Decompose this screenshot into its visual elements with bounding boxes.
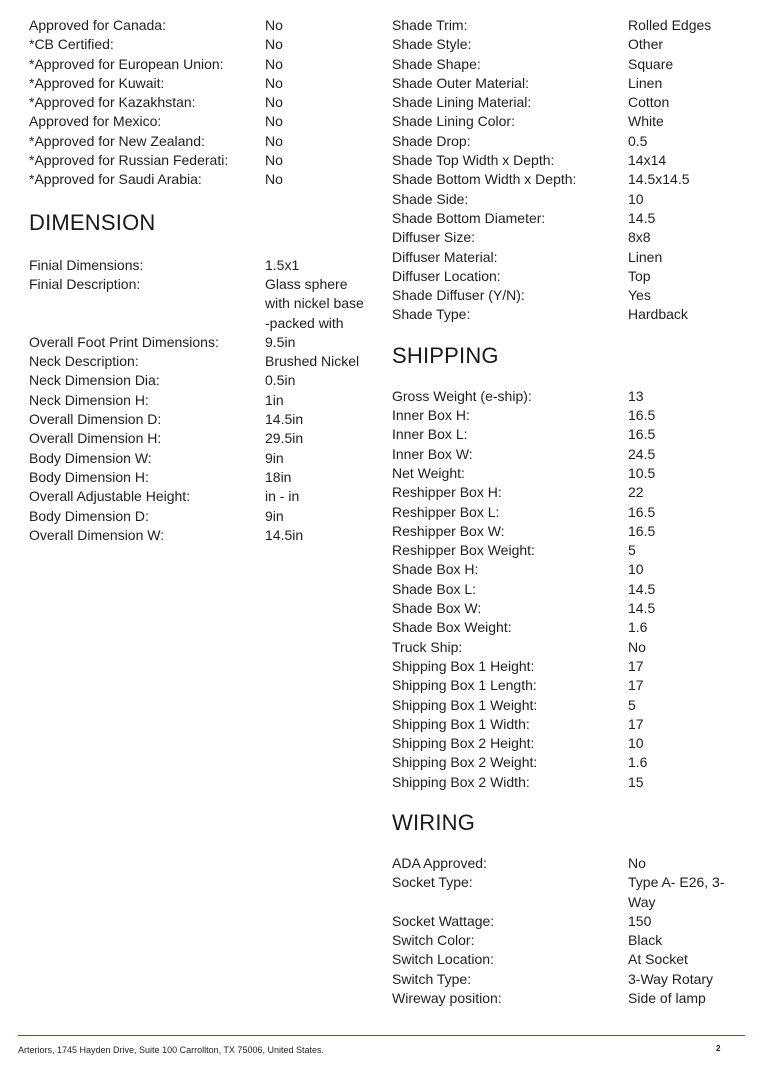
spec-label: Overall Foot Print Dimensions: bbox=[29, 333, 219, 350]
spec-value: 5 bbox=[628, 696, 636, 713]
spec-row bbox=[392, 387, 744, 406]
spec-value: At Socket bbox=[628, 951, 688, 968]
spec-label: Diffuser Size: bbox=[392, 229, 475, 246]
page-number: 2 bbox=[716, 1044, 721, 1053]
spec-row bbox=[29, 256, 369, 275]
spec-value: Hardback bbox=[628, 306, 688, 323]
spec-row bbox=[392, 132, 744, 151]
spec-row bbox=[29, 74, 369, 93]
spec-label: Reshipper Box H: bbox=[392, 484, 502, 501]
spec-row bbox=[29, 55, 369, 74]
right-column bbox=[392, 16, 744, 1008]
spec-label: Overall Dimension W: bbox=[29, 526, 165, 543]
spec-label: Overall Adjustable Height: bbox=[29, 488, 191, 505]
spec-label: Switch Color: bbox=[392, 932, 475, 949]
spec-value: No bbox=[265, 74, 283, 91]
spec-row bbox=[392, 676, 744, 695]
spec-value: Square bbox=[628, 55, 674, 72]
spec-label: Approved for Canada: bbox=[29, 17, 166, 33]
spec-value: 1.5x1 bbox=[265, 256, 300, 273]
spec-value: 17 bbox=[628, 677, 644, 694]
spec-value: 14.5 bbox=[628, 600, 656, 617]
spec-label: Inner Box H: bbox=[392, 407, 470, 424]
spec-value: No bbox=[265, 55, 283, 72]
spec-row bbox=[392, 74, 744, 93]
spec-row bbox=[392, 854, 744, 873]
spec-row bbox=[392, 464, 744, 483]
spec-value: No bbox=[265, 152, 283, 169]
spec-label: Shade Outer Material: bbox=[392, 74, 529, 91]
spec-label: *Approved for New Zealand: bbox=[29, 132, 205, 149]
spec-label: Shipping Box 2 Height: bbox=[392, 735, 535, 752]
spec-value: 18in bbox=[265, 468, 292, 485]
spec-value: 16.5 bbox=[628, 503, 656, 520]
spec-value: No bbox=[265, 113, 283, 130]
footer-address: Arteriors, 1745 Hayden Drive, Suite 100 Carrollton, TX 75006, United States. bbox=[18, 1045, 324, 1055]
spec-value: 17 bbox=[628, 715, 644, 732]
spec-row bbox=[392, 228, 744, 247]
spec-label: Reshipper Box W: bbox=[392, 522, 505, 539]
spec-label: Neck Dimension Dia: bbox=[29, 372, 160, 389]
spec-row bbox=[392, 305, 744, 324]
spec-label: Shade Shape: bbox=[392, 55, 481, 72]
spec-value: 8x8 bbox=[628, 229, 651, 246]
spec-value: White bbox=[628, 113, 664, 130]
spec-label: Diffuser Material: bbox=[392, 248, 498, 265]
spec-label: Reshipper Box L: bbox=[392, 503, 500, 520]
spec-label: Shade Lining Color: bbox=[392, 113, 515, 130]
spec-value: No bbox=[265, 17, 283, 33]
spec-value: Yes bbox=[628, 287, 651, 304]
spec-label: Gross Weight (e-ship): bbox=[392, 387, 532, 404]
spec-row bbox=[392, 425, 744, 444]
spec-value: Brushed Nickel bbox=[265, 353, 360, 370]
dimension-heading: DIMENSION bbox=[29, 209, 156, 235]
spec-row bbox=[29, 410, 369, 429]
spec-row bbox=[29, 170, 369, 189]
spec-value: 16.5 bbox=[628, 522, 656, 539]
spec-row bbox=[392, 931, 744, 950]
spec-value: 14.5in bbox=[265, 411, 304, 428]
spec-value: 14.5 bbox=[628, 580, 656, 597]
spec-label: Finial Description: bbox=[29, 275, 141, 292]
spec-row bbox=[392, 35, 744, 54]
spec-row bbox=[392, 93, 744, 112]
spec-row bbox=[392, 638, 744, 657]
spec-label: Body Dimension W: bbox=[29, 449, 152, 466]
spec-value: 14x14 bbox=[628, 152, 667, 169]
spec-row bbox=[392, 190, 744, 209]
spec-row bbox=[29, 132, 369, 151]
spec-label: Shade Bottom Diameter: bbox=[392, 209, 546, 226]
spec-label: Shade Box H: bbox=[392, 561, 479, 578]
spec-label: Shade Bottom Width x Depth: bbox=[392, 171, 577, 188]
spec-label: Wireway position: bbox=[392, 990, 502, 1007]
spec-row bbox=[392, 267, 744, 286]
spec-label: Body Dimension H: bbox=[29, 468, 149, 485]
spec-label: Shade Drop: bbox=[392, 132, 471, 149]
spec-row bbox=[392, 522, 744, 541]
spec-row bbox=[29, 391, 369, 410]
left-column bbox=[29, 16, 369, 545]
footer-rule bbox=[18, 1035, 745, 1036]
spec-row bbox=[392, 912, 744, 931]
spec-label: *Approved for Russian Federati: bbox=[29, 152, 229, 169]
spec-row bbox=[29, 449, 369, 468]
spec-row bbox=[29, 151, 369, 170]
spec-label: Shade Box W: bbox=[392, 600, 482, 617]
spec-row bbox=[392, 55, 744, 74]
spec-row bbox=[392, 151, 744, 170]
spec-row bbox=[392, 286, 744, 305]
spec-label: Shade Top Width x Depth: bbox=[392, 152, 555, 169]
spec-label: Diffuser Location: bbox=[392, 267, 501, 284]
approvals-list bbox=[29, 16, 369, 190]
spec-label: Shade Box L: bbox=[392, 580, 477, 597]
spec-row bbox=[29, 352, 369, 371]
spec-label: Shipping Box 2 Weight: bbox=[392, 754, 538, 771]
spec-value: 1in bbox=[265, 391, 284, 408]
spec-row bbox=[29, 487, 369, 506]
spec-value: Cotton bbox=[628, 94, 670, 111]
spec-row bbox=[29, 429, 369, 448]
shipping-heading: SHIPPING bbox=[392, 342, 499, 368]
spec-label: Shade Style: bbox=[392, 36, 472, 53]
spec-row bbox=[29, 35, 369, 54]
spec-value: Other bbox=[628, 36, 664, 53]
spec-value: 14.5 bbox=[628, 209, 656, 226]
spec-label: *Approved for European Union: bbox=[29, 55, 224, 72]
spec-value: No bbox=[265, 94, 283, 111]
spec-label: Shade Lining Material: bbox=[392, 94, 532, 111]
spec-value: Glass sphere with nickel base -packed with bbox=[265, 275, 364, 331]
spec-row bbox=[392, 970, 744, 989]
spec-row bbox=[29, 93, 369, 112]
spec-row bbox=[392, 541, 744, 560]
spec-value: 14.5in bbox=[265, 526, 304, 543]
spec-value: 9.5in bbox=[265, 333, 296, 350]
spec-value: 15 bbox=[628, 773, 644, 790]
spec-value: 5 bbox=[628, 542, 636, 559]
wiring-list bbox=[392, 854, 744, 1008]
spec-value: 24.5 bbox=[628, 445, 656, 462]
spec-row bbox=[392, 715, 744, 734]
spec-label: Shipping Box 1 Width: bbox=[392, 715, 530, 732]
spec-row bbox=[29, 526, 369, 545]
spec-row bbox=[392, 445, 744, 464]
spec-value: 150 bbox=[628, 912, 652, 929]
spec-label: Inner Box W: bbox=[392, 445, 473, 462]
spec-value: 10 bbox=[628, 735, 644, 752]
spec-value: 10 bbox=[628, 190, 644, 207]
spec-row bbox=[29, 16, 369, 35]
spec-row bbox=[29, 112, 369, 131]
spec-row bbox=[392, 618, 744, 637]
spec-row bbox=[392, 696, 744, 715]
spec-label: Shade Trim: bbox=[392, 17, 468, 33]
spec-label: Finial Dimensions: bbox=[29, 256, 144, 273]
spec-row bbox=[392, 773, 744, 792]
spec-value: Side of lamp bbox=[628, 990, 706, 1007]
spec-row bbox=[392, 16, 744, 35]
spec-value: 13 bbox=[628, 387, 644, 404]
spec-label: Truck Ship: bbox=[392, 638, 463, 655]
spec-label: Shipping Box 2 Width: bbox=[392, 773, 530, 790]
spec-value: 14.5x14.5 bbox=[628, 171, 690, 188]
spec-label: Body Dimension D: bbox=[29, 507, 149, 524]
spec-label: Switch Type: bbox=[392, 970, 472, 987]
spec-label: Shade Box Weight: bbox=[392, 619, 512, 636]
spec-label: *Approved for Kuwait: bbox=[29, 74, 165, 91]
spec-label: ADA Approved: bbox=[392, 854, 487, 871]
spec-row bbox=[392, 483, 744, 502]
spec-value: 0.5 bbox=[628, 132, 648, 149]
spec-label: Overall Dimension H: bbox=[29, 430, 162, 447]
spec-value: 10.5 bbox=[628, 464, 656, 481]
spec-label: Socket Wattage: bbox=[392, 912, 495, 929]
spec-value: 10 bbox=[628, 561, 644, 578]
spec-row bbox=[392, 209, 744, 228]
spec-value: 1.6 bbox=[628, 619, 648, 636]
spec-row bbox=[29, 507, 369, 526]
spec-value: Linen bbox=[628, 74, 663, 91]
spec-value: 3-Way Rotary bbox=[628, 970, 714, 987]
spec-row bbox=[392, 873, 744, 912]
spec-label: Shipping Box 1 Length: bbox=[392, 677, 537, 694]
spec-row bbox=[392, 753, 744, 772]
spec-label: Reshipper Box Weight: bbox=[392, 542, 535, 559]
spec-row bbox=[29, 468, 369, 487]
spec-row bbox=[29, 333, 369, 352]
spec-row bbox=[392, 950, 744, 969]
spec-label: Shade Side: bbox=[392, 190, 469, 207]
spec-row bbox=[392, 503, 744, 522]
spec-value: 9in bbox=[265, 507, 284, 524]
spec-value: 29.5in bbox=[265, 430, 304, 447]
spec-row bbox=[392, 248, 744, 267]
spec-label: Shade Type: bbox=[392, 306, 471, 323]
spec-value: Black bbox=[628, 932, 663, 949]
shade-list bbox=[392, 16, 744, 325]
spec-label: *Approved for Kazakhstan: bbox=[29, 94, 196, 111]
spec-value: Type A- E26, 3-Way bbox=[628, 874, 725, 910]
spec-label: Socket Type: bbox=[392, 874, 473, 891]
spec-row bbox=[392, 560, 744, 579]
spec-value: 22 bbox=[628, 484, 644, 501]
spec-label: Inner Box L: bbox=[392, 426, 468, 443]
spec-label: Net Weight: bbox=[392, 464, 465, 481]
spec-label: Shipping Box 1 Height: bbox=[392, 657, 535, 674]
spec-value: Linen bbox=[628, 248, 663, 265]
spec-value: No bbox=[265, 36, 283, 53]
spec-value: 16.5 bbox=[628, 426, 656, 443]
spec-row bbox=[392, 599, 744, 618]
spec-label: Shade Diffuser (Y/N): bbox=[392, 287, 525, 304]
spec-label: Switch Location: bbox=[392, 951, 494, 968]
wiring-heading: WIRING bbox=[392, 809, 476, 835]
spec-value: 0.5in bbox=[265, 372, 296, 389]
spec-row bbox=[392, 580, 744, 599]
spec-label: *Approved for Saudi Arabia: bbox=[29, 171, 202, 188]
spec-row bbox=[392, 989, 744, 1008]
dimension-list bbox=[29, 256, 369, 545]
spec-row bbox=[29, 275, 369, 333]
spec-value: 16.5 bbox=[628, 407, 656, 424]
spec-value: No bbox=[265, 132, 283, 149]
spec-label: Neck Dimension H: bbox=[29, 391, 149, 408]
spec-value: No bbox=[628, 638, 646, 655]
spec-row bbox=[29, 371, 369, 390]
spec-value: 1.6 bbox=[628, 754, 648, 771]
spec-row bbox=[392, 112, 744, 131]
spec-value: 17 bbox=[628, 657, 644, 674]
spec-row bbox=[392, 170, 744, 189]
spec-value: Top bbox=[628, 267, 651, 284]
spec-value: Rolled Edges bbox=[628, 17, 712, 33]
spec-value: in - in bbox=[265, 488, 300, 505]
spec-label: *CB Certified: bbox=[29, 36, 114, 53]
spec-label: Neck Description: bbox=[29, 353, 139, 370]
spec-row bbox=[392, 406, 744, 425]
spec-label: Overall Dimension D: bbox=[29, 411, 162, 428]
shipping-list bbox=[392, 387, 744, 792]
spec-value: No bbox=[628, 854, 646, 871]
spec-label: Approved for Mexico: bbox=[29, 113, 162, 130]
spec-label: Shipping Box 1 Weight: bbox=[392, 696, 538, 713]
spec-value: 9in bbox=[265, 449, 284, 466]
spec-row bbox=[392, 657, 744, 676]
spec-value: No bbox=[265, 171, 283, 188]
spec-row bbox=[392, 734, 744, 753]
